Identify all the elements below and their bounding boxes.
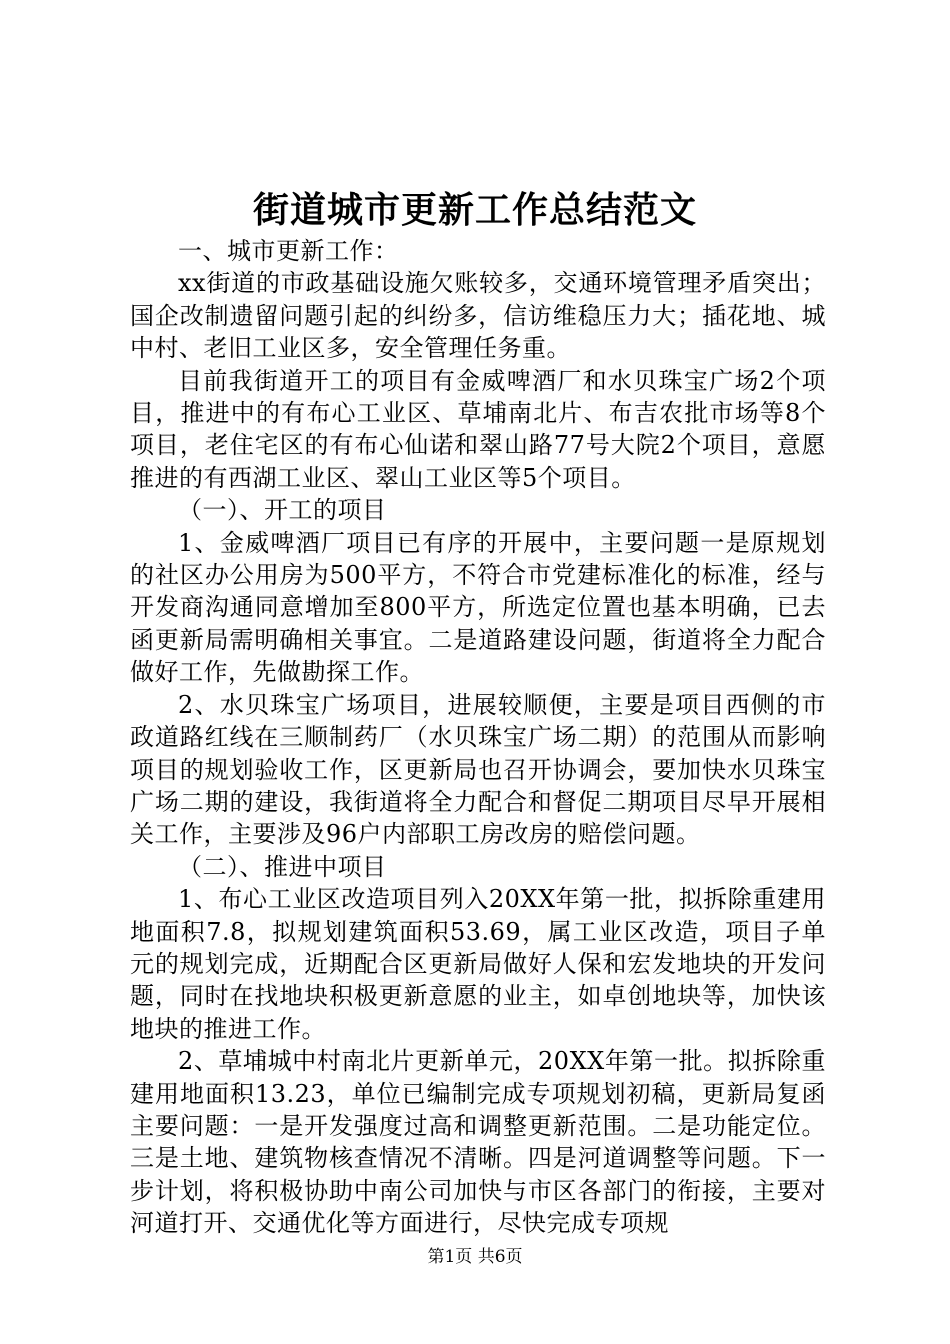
page-footer: 第1页 共6页 — [427, 1247, 523, 1267]
body-paragraph: 目前我街道开工的项目有金威啤酒厂和水贝珠宝广场2个项目，推进中的有布心工业区、草埔南北片、布吉农批市场等8个项目，老住宅区的有布心仙诺和翠山路77号大院2个项目，意愿推进的有西湖工业区、翠山工业区等5个项目。 — [130, 366, 826, 492]
subsection-heading: （二）、推进中项目 — [178, 852, 387, 881]
body-paragraph: 2、水贝珠宝广场项目，进展较顺便，主要是项目西侧的市政道路红线在三顺制药厂（水贝珠宝广场二期）的范围从而影响项目的规划验收工作，区更新局也召开协调会，要加快水贝珠宝广场二期的建设，我街道将全力配合和督促二期项目尽早开展相关工作，主要涉及96户内部职工房改房的赔偿问题。 — [130, 690, 826, 849]
body-paragraph: 2、草埔城中村南北片更新单元，20XX年第一批。拟拆除重建用地面积13.23，单位已编制完成专项规划初稿，更新局复函主要问题：一是开发强度过高和调整更新范围。二是功能定位。三是土地、建筑物核查情况不清晰。四是河道调整等问题。下一步计划，将积极协助中南公司加快与市区各部门的衔接，主要对河道打开、交通优化等方面进行，尽快完成专项规 — [130, 1047, 826, 1238]
document-body — [130, 235, 826, 1240]
page-title: 街道城市更新工作总结范文 — [252, 189, 697, 231]
subsection-heading: （一）、开工的项目 — [178, 496, 387, 525]
body-paragraph: 1、金威啤酒厂项目已有序的开展中，主要问题一是原规划的社区办公用房为500平方，不符合市党建标准化的标准，经与开发商沟通同意增加至800平方，所选定位置也基本明确，已去函更新局需明确相关事宜。二是道路建设问题，街道将全力配合做好工作，先做勘探工作。 — [130, 528, 826, 687]
body-paragraph: xx街道的市政基础设施欠账较多，交通环境管理矛盾突出；国企改制遗留问题引起的纠纷多，信访维稳压力大；插花地、城中村、老旧工业区多，安全管理任务重。 — [130, 269, 826, 363]
body-paragraph: 1、布心工业区改造项目列入20XX年第一批，拟拆除重建用地面积7.8，拟规划建筑面积53.69，属工业区改造，项目子单元的规划完成，近期配合区更新局做好人保和宏发地块的开发问题，同时在找地块积极更新意愿的业主，如卓创地块等，加快该地块的推进工作。 — [130, 885, 826, 1043]
section-heading: 一、城市更新工作： — [178, 237, 399, 265]
